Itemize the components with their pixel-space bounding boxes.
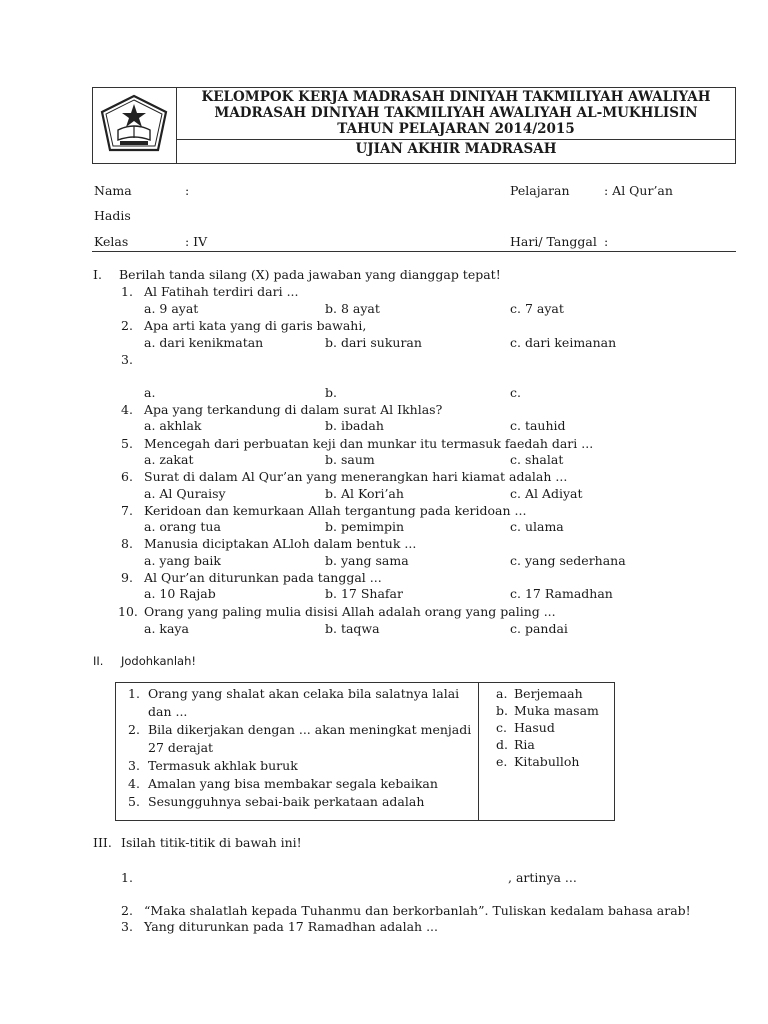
statement-text: Sesungguhnya sebai-baik perkataan adalah bbox=[148, 794, 425, 809]
option-c: c. yang sederhana bbox=[510, 553, 626, 568]
statement-text: 27 derajat bbox=[148, 740, 214, 755]
option-b: b. yang sama bbox=[325, 553, 409, 568]
hadis-text: Hadis bbox=[94, 208, 131, 223]
question-number: 8. bbox=[121, 536, 133, 551]
option-a: a. dari kenikmatan bbox=[144, 335, 264, 350]
pelajaran-label: Pelajaran bbox=[510, 183, 570, 198]
answer-text: Ria bbox=[514, 737, 535, 752]
option-a: a. 10 Rajab bbox=[144, 586, 216, 601]
kelas-value: : IV bbox=[185, 234, 208, 249]
hari-tanggal-label: Hari/ Tanggal bbox=[510, 234, 597, 249]
answer-letter: a. bbox=[496, 686, 508, 701]
option-a: a. akhlak bbox=[144, 418, 202, 433]
option-b: b. ibadah bbox=[325, 418, 384, 433]
pelajaran-value: : Al Qur’an bbox=[604, 183, 673, 198]
option-b: b. saum bbox=[325, 452, 375, 467]
section-3-instruction: Isilah titik-titik di bawah ini! bbox=[121, 835, 302, 850]
question-text: Apa arti kata yang di garis bawahi, bbox=[144, 318, 367, 333]
header-exam-name: UJIAN AKHIR MADRASAH bbox=[355, 141, 557, 157]
statement-text: dan ... bbox=[148, 704, 188, 719]
section-2-instruction: Jodohkanlah! bbox=[121, 654, 196, 668]
option-a: a. kaya bbox=[144, 621, 189, 636]
nama-colon: : bbox=[185, 183, 190, 198]
option-c: c. ulama bbox=[510, 519, 564, 534]
option-b: b. 17 Shafar bbox=[325, 586, 403, 601]
statement-number: 5. bbox=[128, 794, 140, 809]
fill-item-suffix: , artinya ... bbox=[508, 870, 577, 885]
option-c: c. pandai bbox=[510, 621, 568, 636]
question-number: 1. bbox=[121, 284, 133, 299]
option-b: b. bbox=[325, 385, 337, 400]
answer-text: Kitabulloh bbox=[514, 754, 580, 769]
statement-number: 2. bbox=[128, 722, 140, 737]
answer-text: Muka masam bbox=[514, 703, 599, 718]
answer-letter: c. bbox=[496, 720, 507, 735]
exam-header bbox=[92, 87, 736, 164]
fill-item-number: 3. bbox=[121, 919, 133, 934]
answer-letter: e. bbox=[496, 754, 508, 769]
question-number: 4. bbox=[121, 402, 133, 417]
question-text: Apa yang terkandung di dalam surat Al Ikhlas? bbox=[144, 402, 443, 417]
option-b: b. pemimpin bbox=[325, 519, 405, 534]
question-text: Al Qur’an diturunkan pada tanggal ... bbox=[144, 570, 382, 585]
option-a: a. bbox=[144, 385, 156, 400]
fill-item-number: 2. bbox=[121, 903, 133, 918]
header-title-line-1: KELOMPOK KERJA MADRASAH DINIYAH TAKMILIYAH AWALIYAH bbox=[201, 89, 711, 105]
statement-text: Termasuk akhlak buruk bbox=[148, 758, 298, 773]
question-text: Orang yang paling mulia disisi Allah adalah orang yang paling ... bbox=[144, 604, 556, 619]
answer-text: Berjemaah bbox=[514, 686, 583, 701]
header-title-line-2: MADRASAH DINIYAH TAKMILIYAH AWALIYAH AL-MUKHLISIN bbox=[214, 105, 698, 121]
answer-letter: d. bbox=[496, 737, 508, 752]
header-academic-year: TAHUN PELAJARAN 2014/2015 bbox=[337, 121, 575, 137]
option-a: a. zakat bbox=[144, 452, 194, 467]
section-1-numeral: I. bbox=[93, 267, 102, 282]
nama-label: Nama bbox=[94, 183, 132, 198]
hari-tanggal-colon: : bbox=[604, 234, 609, 249]
option-a: a. Al Quraisy bbox=[144, 486, 226, 501]
option-c: c. tauhid bbox=[510, 418, 566, 433]
statement-text: Orang yang shalat akan celaka bila salatnya lalai bbox=[148, 686, 460, 701]
identity-divider bbox=[92, 251, 736, 252]
fill-item-text: Yang diturunkan pada 17 Ramadhan adalah ... bbox=[144, 919, 439, 934]
question-number: 3. bbox=[121, 352, 133, 367]
option-b: b. dari sukuran bbox=[325, 335, 422, 350]
question-text: Mencegah dari perbuatan keji dan munkar itu termasuk faedah dari ... bbox=[144, 436, 594, 451]
section-1-instruction: Berilah tanda silang (X) pada jawaban yang dianggap tepat! bbox=[119, 267, 501, 282]
question-text: Al Fatihah terdiri dari ... bbox=[144, 284, 299, 299]
statement-number: 1. bbox=[128, 686, 140, 701]
answer-letter: b. bbox=[496, 703, 508, 718]
answer-text: Hasud bbox=[514, 720, 555, 735]
statement-text: Bila dikerjakan dengan ... akan meningkat menjadi bbox=[148, 722, 472, 737]
question-number: 6. bbox=[121, 469, 133, 484]
option-c: c. bbox=[510, 385, 521, 400]
question-number: 7. bbox=[121, 503, 133, 518]
option-b: b. taqwa bbox=[325, 621, 380, 636]
madrasah-emblem bbox=[96, 94, 172, 156]
question-number: 2. bbox=[121, 318, 133, 333]
statement-text: Amalan yang bisa membakar segala kebaikan bbox=[148, 776, 438, 791]
option-a: a. 9 ayat bbox=[144, 301, 199, 316]
option-c: c. Al Adiyat bbox=[510, 486, 583, 501]
fill-item-number: 1. bbox=[121, 870, 133, 885]
statement-number: 4. bbox=[128, 776, 140, 791]
option-c: c. shalat bbox=[510, 452, 564, 467]
fill-item-text: “Maka shalatlah kepada Tuhanmu dan berkorbanlah”. Tuliskan kedalam bahasa arab! bbox=[144, 903, 691, 918]
question-text: Manusia diciptakan ALloh dalam bentuk ... bbox=[144, 536, 417, 551]
section-3-numeral: III. bbox=[93, 835, 112, 850]
statement-number: 3. bbox=[128, 758, 140, 773]
option-c: c. 17 Ramadhan bbox=[510, 586, 613, 601]
option-a: a. orang tua bbox=[144, 519, 221, 534]
logo-cell bbox=[93, 88, 177, 163]
question-number: 10. bbox=[118, 604, 138, 619]
question-number: 9. bbox=[121, 570, 133, 585]
option-a: a. yang baik bbox=[144, 553, 221, 568]
option-c: c. dari keimanan bbox=[510, 335, 617, 350]
matching-table-divider bbox=[478, 683, 479, 820]
header-divider bbox=[177, 139, 735, 140]
kelas-label: Kelas bbox=[94, 234, 129, 249]
section-2-numeral: II. bbox=[93, 654, 104, 668]
question-text: Surat di dalam Al Qur’an yang menerangkan hari kiamat adalah ... bbox=[144, 469, 568, 484]
option-b: b. 8 ayat bbox=[325, 301, 380, 316]
option-b: b. Al Kori’ah bbox=[325, 486, 404, 501]
question-number: 5. bbox=[121, 436, 133, 451]
matching-table bbox=[115, 682, 615, 821]
option-c: c. 7 ayat bbox=[510, 301, 564, 316]
question-text: Keridoan dan kemurkaan Allah tergantung pada keridoan ... bbox=[144, 503, 527, 518]
